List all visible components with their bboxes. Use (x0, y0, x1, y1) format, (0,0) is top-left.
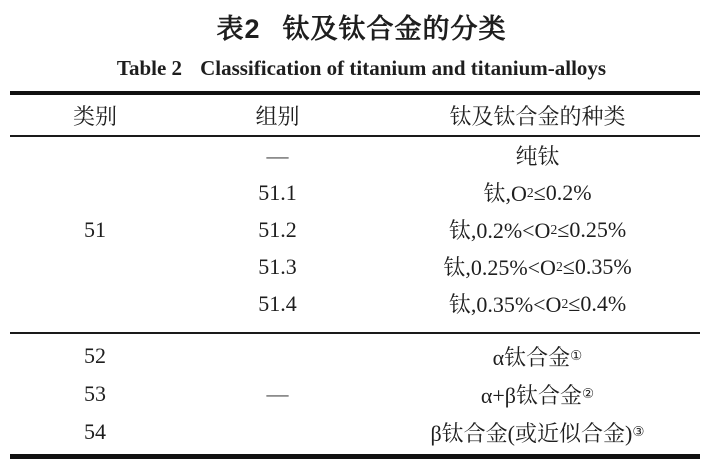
category-cell-53: 53 (84, 381, 106, 406)
column-header-group: 组别 (255, 103, 300, 129)
kind-cell-51-4: 钛,0.35%<O 2 ≤0.4% (448, 290, 627, 317)
kind-cell-51-2: 钛,0.2%<O 2 ≤0.25% (448, 216, 627, 243)
kind-cell-alpha-alloy: α钛合金 ① (492, 344, 583, 370)
table-caption-en (0, 55, 723, 82)
column-header-kind: 钛及钛合金的种类 (449, 103, 626, 129)
table-caption-zh (0, 10, 723, 48)
table-header-row (10, 95, 700, 137)
table-number-zh: 表2 (216, 14, 261, 44)
kind-cell-51-3: 钛,0.25%<O 2 ≤0.35% (443, 253, 632, 280)
category-cell-52: 52 (84, 343, 106, 368)
kind-cell-pure-titanium: 纯钛 (515, 144, 560, 169)
table-number-en: Table 2 (116, 56, 183, 80)
table-section-categories-52-54 (10, 334, 700, 454)
kind-cell-beta-alloy: β钛合金(或近似合金) ③ (430, 420, 645, 446)
group-cell-51-4: 51.4 (258, 290, 297, 316)
group-cell-lower: — (266, 381, 289, 406)
table-title-zh: 钛及钛合金的分类 (282, 14, 507, 44)
category-cell-54: 54 (84, 419, 106, 444)
kind-cell-51-1: 钛,O 2 ≤0.2% (483, 179, 592, 206)
group-cell-51-2: 51.2 (258, 216, 297, 242)
kind-cell-alpha-beta-alloy: α+β钛合金 ② (480, 382, 595, 408)
table-title-en: Classification of titanium and titanium-alloys (200, 56, 607, 80)
group-cell-51-3: 51.3 (258, 253, 297, 279)
table-section-category-51 (10, 137, 700, 334)
group-cell-pure: — (266, 142, 289, 168)
group-cell-51-1: 51.1 (258, 179, 297, 205)
classification-table (10, 91, 700, 459)
category-cell-51: 51 (84, 216, 106, 242)
column-header-category: 类别 (72, 103, 117, 129)
